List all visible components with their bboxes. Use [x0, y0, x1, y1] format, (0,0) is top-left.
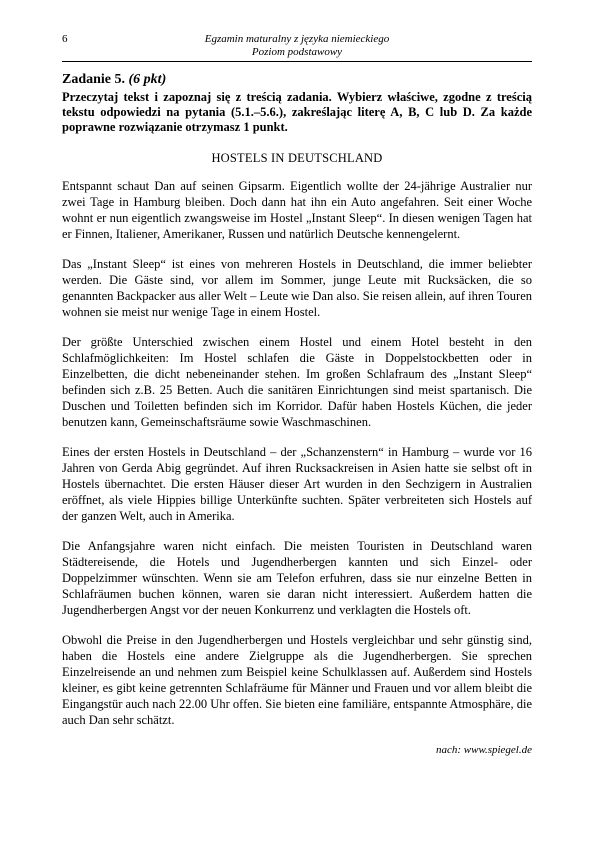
exam-title-block [62, 33, 532, 59]
page-header [62, 33, 532, 73]
article-paragraph-1: Entspannt schaut Dan auf seinen Gipsarm. Eigentlich wollte der 24-jährige Australier nur zwei Tage in Hamburg bleiben. Doch dann hat ihn ein Auto angefahren. Seit einer Woche wohnt er nun eigentlich zwangsweise im Hostel „Instant Sleep“. In diesen wenigen Tagen hat er Finnen, Italiener, Amerikaner, Russen und natürlich Deutsche kennengelernt. [62, 179, 532, 241]
article-paragraph-2: Das „Instant Sleep“ ist eines von mehreren Hostels in Deutschland, die immer beliebter werden. Die Gäste sind, vor allem im Sommer, junge Leute mit Rucksäcken, die so genannten Backpacker aus aller Welt – Leute wie Dan also. Sie reisen allein, auf ihren Touren wohnen sie meist nur wenige Tage in einem Hostel. [62, 257, 532, 319]
article-source: nach: www.spiegel.de [435, 744, 532, 756]
exam-level: Poziom podstawowy [251, 46, 343, 58]
task-title: Zadanie 5. [62, 72, 126, 87]
task-points: (6 pkt) [128, 72, 167, 87]
task-instruction: Przeczytaj tekst i zapoznaj się z treścią zadania. Wybierz właściwe, zgodne z treścią tekstu odpowiedzi na pytania (5.1.–5.6.), zakreślając literę A, B, C lub D. Za każde poprawne rozwiązanie otrzymasz 1 punkt. [62, 90, 532, 134]
article-paragraph-4: Eines der ersten Hostels in Deutschland – der „Schanzenstern“ in Hamburg – wurde vor 16 Jahren von Gerda Abig gegründet. Auf ihren Rucksackreisen in Asien hatte sie selbst oft in Hostels übernachtet. Die ersten Häuser dieser Art wurden in den Sechzigern in Australien eröffnet, als viele Hippies billige Unterkünfte suchten. Später verbreiteten sich Hostels auf der ganzen Welt, auch in Amerika. [62, 445, 532, 523]
task-section [62, 71, 532, 756]
article-paragraph-6: Obwohl die Preise in den Jugendherbergen und Hostels vergleichbar und sehr günstig sind, haben die Hostels eine andere Zielgruppe als die Jugendherbergen. Sie sprechen Einzelreisende an und nehmen zum Beispiel keine Schulklassen auf. Außerdem sind Hostels kleiner, es gibt keine getrennten Schlafräume für Männer und Frauen und vor allem bleibt die Eingangstür auch nach 22.00 Uhr offen. Sie bieten eine familiäre, entspannte Atmosphäre, die auch Dan sehr schätzt. [62, 633, 532, 727]
article-paragraph-5: Die Anfangsjahre waren nicht einfach. Die meisten Touristen in Deutschland waren Städtereisende, die Hotels und Jugendherbergen kannten und sich Einzel- oder Doppelzimmer wünschten. Wenn sie am Telefon erfuhren, dass sie nur einzelne Betten in Schlafräumen buchen können, waren sie daran nicht interessiert. Außerdem hatten die Jugendherbergen Angst vor der neuen Konkurrenz und verklagten die Hostels oft. [62, 539, 532, 617]
article-paragraph-3: Der größte Unterschied zwischen einem Hostel und einem Hotel besteht in den Schlafmöglichkeiten: Im Hostel schlafen die Gäste in Doppelstockbetten oder in Einzelbetten, die dicht nebeneinander stehen. Im großen Schlafraum des „Instant Sleep“ befinden sich z.B. 25 Betten. Auch die sanitären Einrichtungen sind meist spartanisch. Die Duschen und Toiletten befinden sich im Korridor. Dafür haben Hostels Küchen, die jeder benutzen kann, Gemeinschaftsräume sowie Waschmaschinen. [62, 335, 532, 429]
exam-title: Egzamin maturalny z języka niemieckiego [204, 33, 390, 45]
article-title: HOSTELS IN DEUTSCHLAND [211, 151, 383, 165]
task-heading [62, 71, 532, 88]
header-divider [62, 61, 532, 62]
page-number: 6 [62, 33, 68, 45]
